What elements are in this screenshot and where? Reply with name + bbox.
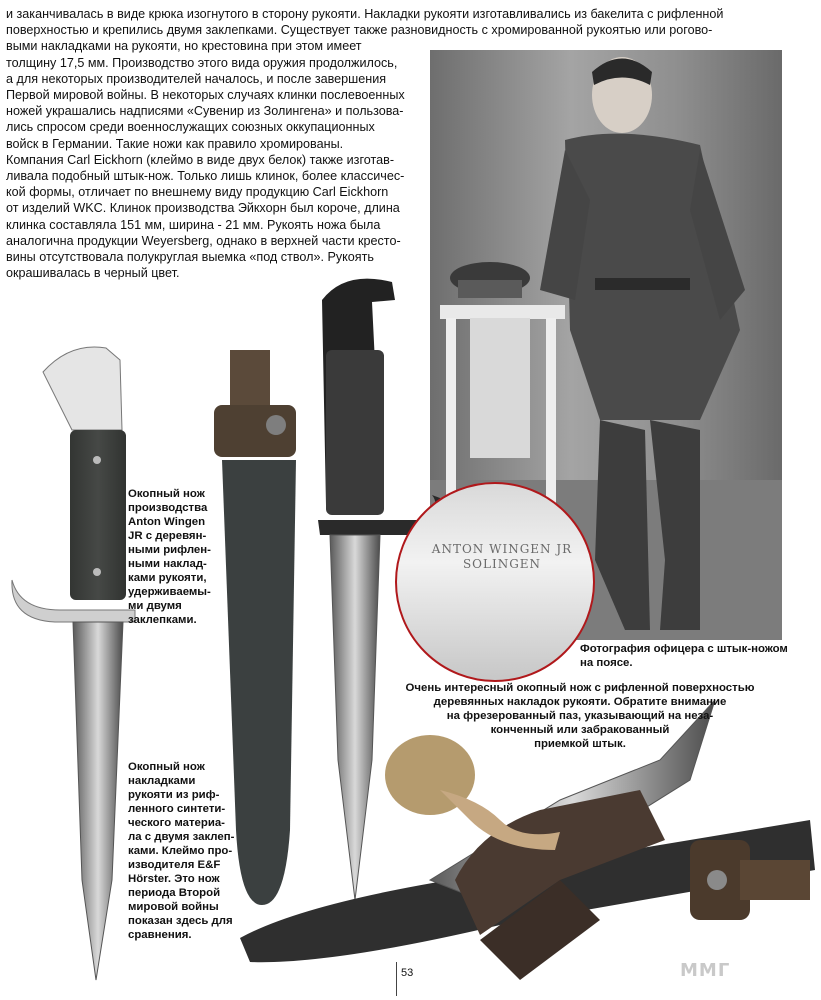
stamp-zoom-circle <box>395 482 595 682</box>
body-text: и заканчивалась в виде крюка изогнутого в сторону рукояти. Накладки рукояти изготавливались из бакелита с рифленной поверхностью и крепились двумя заклепками. Существует также разновидность с хромированной рукоятью или рогово- выми накладками на рукояти, но крестовина при этом имеет толщину 17,5 мм. Производство этого вида оружия продолжилось, а для некоторых производителей началось, и после завершения Первой мировой войны. В некоторых случаях клинки послевоенных ножей украшались надписями «Сувенир из Золингена» и пользова- лись спросом среди военнослужащих союзных оккупационных войск в Германии. Такие ножи как правило хромированы. Компания Carl Eickhorn (клеймо в виде двух белок) также изготав- ливала подобный штык-нож. Только лишь клинок, более классичес- кой формы, отличает по внешнему виду продукцию Carl Eickhorn от изделий WKC. Клинок производства Эйкхорн был короче, длина клинка составляла 151 мм, ширина - 21 мм. Рукоять ножа была аналогична продукции Weyersberg, однако в верхней части кресто- вины отсутствовала полукруглая выемка «под ствол». Рукоять окрашивалась в черный цвет. <box>6 7 724 281</box>
caption-interesting-knife: Очень интересный окопный нож с рифленной поверхностью деревянных накладок рукояти. Обратите внимание на фрезерованный паз, указывающий на неза- конченный или забракованный приемкой штык. <box>405 682 755 750</box>
watermark-logo: ММГ <box>680 960 731 981</box>
page-rule <box>396 962 397 996</box>
knife-anton-wingen <box>12 347 135 980</box>
caption-anton-wingen: Окопный нож производства Anton Wingen JR с деревян- ными рифлен- ными наклад- ками рукояти, удерживаемы- ми двумя заклепками. <box>128 488 211 626</box>
caption-officer-photo: Фотография офицера с штык-ножом на поясе. <box>580 643 788 669</box>
maker-stamp: ANTON WINGEN JR SOLINGEN <box>431 542 573 571</box>
page-number: 53 <box>401 967 414 979</box>
caption-horster: Окопный нож накладками рукояти из риф- ленного синтети- ческого материа- ла с двумя заклеп- ками. Клеймо про- изводителя E&F Hörster. Это нож периода Второй мировой войны показан здесь для сравнения. <box>128 761 235 941</box>
table <box>440 305 565 319</box>
